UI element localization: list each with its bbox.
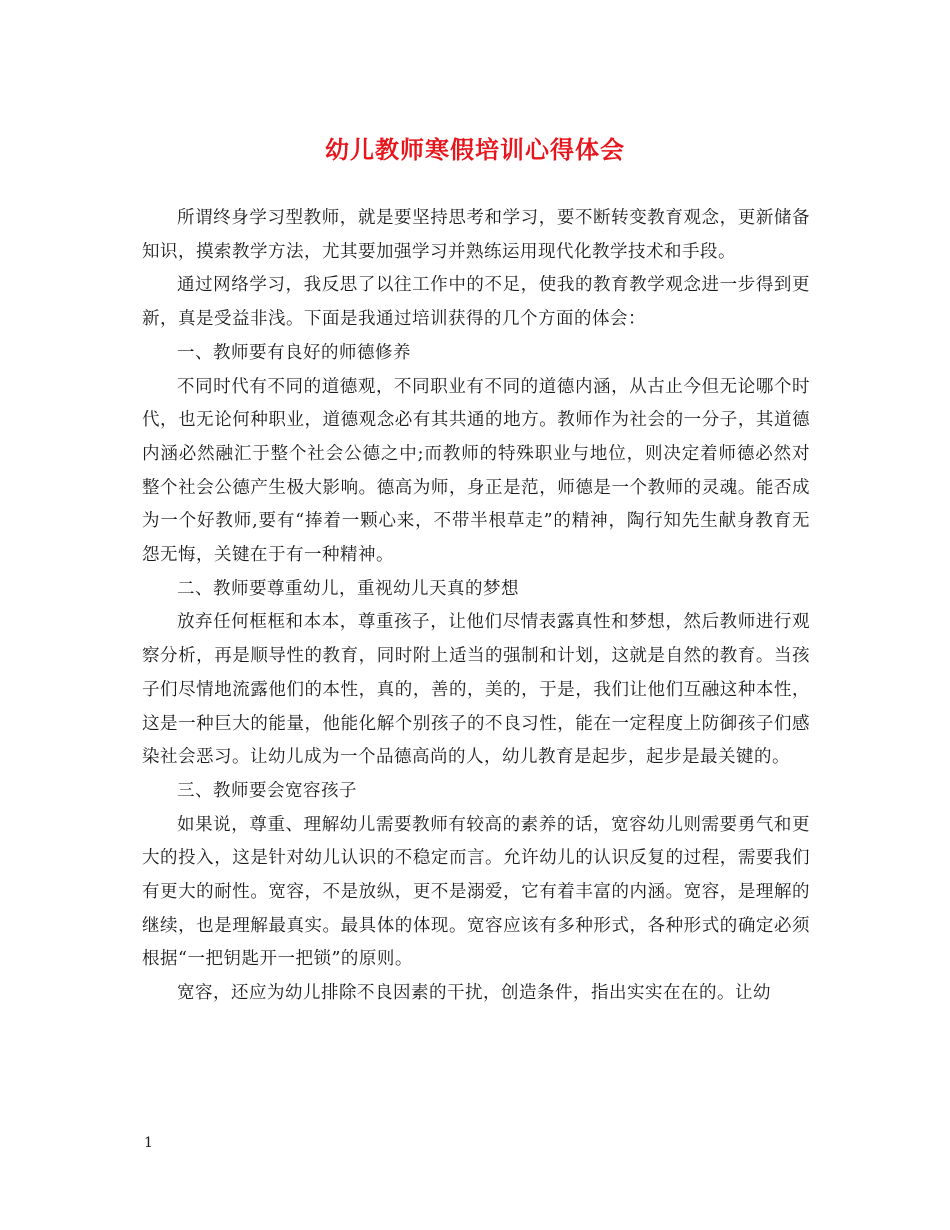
paragraph-ethics: 不同时代有不同的道德观，不同职业有不同的道德内涵，从古止今但无论哪个时代，也无论何种职业，道德观念必有其共通的地方。教师作为社会的一分子，其道德内涵必然融汇于整个社会公德之中;而教师的特殊职业与地位，则决定着师德必然对整个社会公德产生极大影响。德高为师，身正是范，师德是一个教师的灵魂。能否成为一个好教师,要有“捧着一颗心来，不带半根草走”的精神，陶行知先生献身教育无怨无悔，关键在于有一种精神。 bbox=[142, 376, 810, 566]
section-heading-ethics: 一、教师要有良好的师德修养 bbox=[177, 342, 411, 363]
paragraph-respect: 放弃任何框框和本本，尊重孩子，让他们尽情表露真性和梦想，然后教师进行观察分析，再是顺导性的教育，同时附上适当的强制和计划，这就是自然的教育。当孩子们尽情地流露他们的本性，真的，善的，美的，于是，我们让他们互融这种本性，这是一种巨大的能量，他能化解个别孩子的不良习性，能在一定程度上防御孩子们感染社会恶习。让幼儿成为一个品德高尚的人，幼儿教育是起步，起步是最关键的。 bbox=[142, 612, 810, 768]
paragraph-intro: 所谓终身学习型教师，就是要坚持思考和学习，要不断转变教育观念，更新储备知识，摸索教学方法，尤其要加强学习并熟练运用现代化教学技术和手段。 bbox=[142, 208, 810, 262]
section-heading-tolerance: 三、教师要会宽容孩子 bbox=[177, 780, 357, 801]
paragraph-reflection: 通过网络学习，我反思了以往工作中的不足，使我的教育教学观念进一步得到更新，真是受益非浅。下面是我通过培训获得的几个方面的体会： bbox=[142, 275, 810, 330]
document-body bbox=[142, 202, 810, 1011]
paragraph-tolerance: 如果说，尊重、理解幼儿需要教师有较高的素养的话，宽容幼儿则需要勇气和更大的投入，这是针对幼儿认识的不稳定而言。允许幼儿的认识反复的过程，需要我们有更大的耐性。宽容，不是放纵，更不是溺爱，它有着丰富的内涵。宽容，是理解的继续，也是理解最真实。最具体的体现。宽容应该有多种形式，各种形式的确定必须根据“一把钥匙开一把锁”的原则。 bbox=[142, 814, 810, 970]
section-heading-respect: 二、教师要尊重幼儿，重视幼儿天真的梦想 bbox=[177, 578, 519, 599]
paragraph-tolerance-continued: 宽容，还应为幼儿排除不良因素的干扰，创造条件，指出实实在在的。让幼 bbox=[177, 983, 771, 1004]
page-number: 1 bbox=[144, 1135, 153, 1151]
document-title: 幼儿教师寒假培训心得体会 bbox=[325, 135, 625, 164]
